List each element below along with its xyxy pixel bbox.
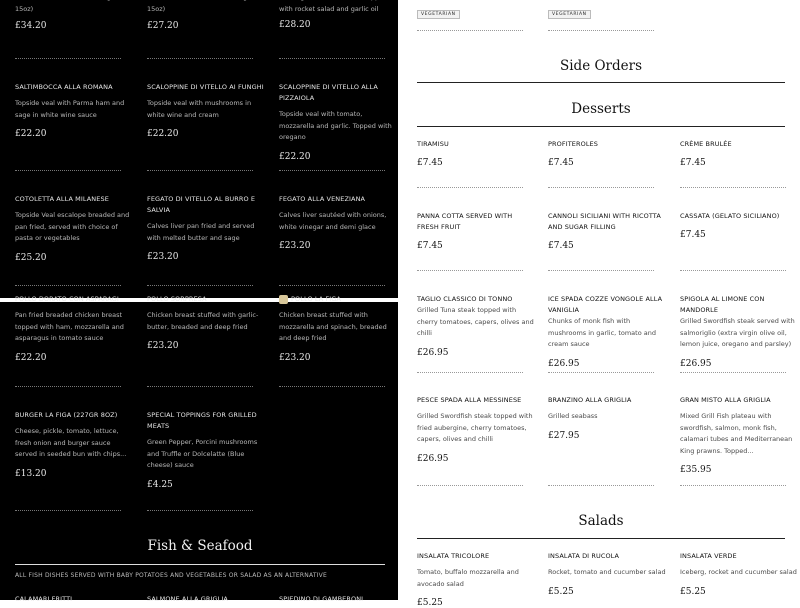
menu-item bbox=[417, 211, 535, 251]
menu-item bbox=[548, 211, 666, 251]
menu-item-name: FEGATO DI VITELLO AL BURRO E SALVIA bbox=[147, 195, 256, 214]
menu-item bbox=[279, 294, 397, 363]
menu-item bbox=[680, 139, 798, 168]
divider bbox=[680, 372, 786, 373]
section-rule bbox=[417, 126, 785, 127]
vegetarian-badge: VEGETARIAN bbox=[548, 10, 591, 19]
menu-item bbox=[15, 294, 133, 363]
vegetarian-badge: VEGETARIAN bbox=[417, 10, 460, 19]
menu-item-price: £26.95 bbox=[417, 453, 449, 464]
menu-item bbox=[147, 0, 265, 31]
menu-item bbox=[417, 294, 535, 358]
menu-item-description: Topside veal with Parma ham and sage in white wine sauce bbox=[15, 99, 125, 119]
menu-item bbox=[417, 395, 535, 464]
menu-item bbox=[680, 294, 798, 369]
menu-item-description: Calves liver pan fried and served with melted butter and sage bbox=[147, 222, 255, 242]
menu-item-price: £26.95 bbox=[417, 347, 449, 358]
menu-item bbox=[417, 139, 535, 168]
menu-item-price: £22.20 bbox=[15, 129, 47, 139]
menu-item-description: 15oz) bbox=[147, 4, 166, 13]
divider bbox=[417, 372, 523, 373]
menu-item bbox=[15, 0, 133, 31]
menu-item-price: £5.25 bbox=[548, 586, 574, 597]
menu-item-description: Rocket, tomato and cucumber salad bbox=[548, 568, 666, 576]
section-title-fish-seafood: Fish & Seafood bbox=[147, 538, 253, 554]
divider bbox=[147, 58, 253, 59]
menu-item bbox=[147, 294, 265, 351]
menu-item-price: £4.25 bbox=[147, 479, 173, 490]
divider bbox=[147, 170, 253, 171]
menu-item-description: Grilled Tuna steak topped with cherry tomatoes, capers, olives and chilli bbox=[417, 306, 534, 337]
divider bbox=[548, 30, 654, 31]
menu-item-description: Mixed Grill Fish plateau with swordfish, salmon, monk fish, calamari tubes and Mediterranean King prawns. Topped... bbox=[680, 412, 793, 455]
menu-item-name: SCALOPPINE DI VITELLO AI FUNGHI bbox=[147, 83, 264, 91]
menu-item-description: Iceberg, rocket and cucumber salad bbox=[680, 568, 797, 576]
menu-item bbox=[548, 294, 666, 369]
menu-item-price: £7.45 bbox=[548, 241, 574, 251]
divider bbox=[548, 270, 654, 271]
menu-item-name: SALMONE ALLA GRIGLIA bbox=[147, 595, 228, 603]
menu-item-name bbox=[279, 294, 397, 305]
divider bbox=[417, 485, 523, 486]
menu-item-description: Topside Veal escalope breaded and pan fried, served with choice of pasta or vegetables bbox=[15, 211, 130, 242]
menu-panel-chicken-fish bbox=[0, 295, 398, 603]
menu-item bbox=[548, 139, 666, 168]
menu-item-name: SPIGOLA AL LIMONE CON MANDORLE bbox=[680, 295, 765, 314]
divider bbox=[680, 270, 786, 271]
divider bbox=[279, 386, 385, 387]
menu-item-name: PROFITEROLES bbox=[548, 140, 598, 148]
menu-item-price: £5.25 bbox=[680, 586, 706, 597]
menu-item-name: SALTIMBOCCA ALLA ROMANA bbox=[15, 83, 113, 91]
menu-item-description: Grilled Swordfish steak served with salmoriglio (extra virgin olive oil, lemon juice, oregano and parsley) bbox=[680, 317, 795, 348]
divider bbox=[680, 485, 786, 486]
menu-item-price: £7.45 bbox=[548, 158, 574, 168]
menu-item-name: INSALATA VERDE bbox=[680, 552, 737, 560]
menu-item-name: BURGER LA FIGA (227GR 8OZ) bbox=[15, 411, 118, 419]
menu-item-price: £7.45 bbox=[680, 230, 706, 240]
menu-item-name: CASSATA (GELATO SICILIANO) bbox=[680, 212, 780, 220]
menu-item-description: with rocket salad and garlic oil bbox=[279, 4, 379, 13]
menu-item-price: £23.20 bbox=[279, 241, 311, 251]
menu-item-price: £22.20 bbox=[147, 129, 179, 139]
menu-item bbox=[15, 410, 133, 479]
divider bbox=[680, 187, 786, 188]
menu-item-price: £7.45 bbox=[680, 158, 706, 168]
divider bbox=[147, 285, 253, 286]
menu-item-description: Topside veal with mushrooms in white wine and cream bbox=[147, 99, 252, 119]
divider bbox=[279, 58, 385, 59]
section-rule bbox=[15, 564, 385, 565]
menu-item-name: CANNOLI SICILIANI WITH RICOTTA AND SUGAR FILLING bbox=[548, 212, 661, 231]
menu-item bbox=[279, 194, 397, 251]
menu-item-price: £25.20 bbox=[15, 252, 47, 263]
menu-item bbox=[680, 211, 798, 240]
menu-item-description: Grilled Swordfish steak topped with fried aubergine, cherry tomatoes, capers, olives and chilli bbox=[417, 412, 533, 443]
menu-item-name: POLLO DORATO CON ASPARAGI bbox=[15, 295, 119, 303]
menu-item-price: £22.20 bbox=[15, 352, 47, 363]
menu-item-name: TAGLIO CLASSICO DI TONNO bbox=[417, 295, 513, 303]
menu-item bbox=[147, 410, 265, 490]
menu-item-name-text: POLLO LA FIGA bbox=[291, 295, 341, 303]
menu-item-name: INSALATA TRICOLORE bbox=[417, 552, 490, 560]
menu-item-name: CALAMARI FRITTI bbox=[15, 595, 73, 603]
divider bbox=[15, 58, 121, 59]
menu-item-name: POLLO SORPRESA bbox=[147, 295, 207, 303]
section-title-side-orders: Side Orders bbox=[559, 58, 643, 74]
menu-item-price: £7.45 bbox=[417, 241, 443, 251]
menu-item bbox=[548, 551, 666, 597]
divider bbox=[147, 386, 253, 387]
menu-item-price: £28.20 bbox=[279, 20, 311, 30]
menu-item bbox=[279, 0, 397, 30]
chili-icon bbox=[279, 295, 288, 304]
menu-item bbox=[15, 82, 133, 139]
divider bbox=[147, 510, 253, 511]
menu-item-description: Grilled seabass bbox=[548, 412, 598, 420]
menu-item-price: £5.25 bbox=[417, 598, 443, 608]
divider bbox=[417, 187, 523, 188]
menu-item-description: Topside veal with tomato, mozzarella and garlic. Topped with oregano bbox=[279, 110, 392, 141]
menu-item bbox=[147, 194, 265, 262]
menu-item-name: SCALOPPINE DI VITELLO ALLA PIZZAIOLA bbox=[279, 83, 378, 102]
divider bbox=[15, 170, 121, 171]
menu-item-description: Pan fried breaded chicken breast topped with ham, mozzarella and asparagus in tomato sauce bbox=[15, 311, 124, 342]
divider bbox=[15, 285, 121, 286]
menu-item-description: Chunks of monk fish with mushrooms in garlic, tomato and cream sauce bbox=[548, 317, 656, 348]
menu-item-price: £26.95 bbox=[680, 358, 712, 369]
menu-item-price: £22.20 bbox=[279, 151, 311, 162]
menu-item-price: £34.20 bbox=[15, 21, 47, 31]
menu-item-price: £26.95 bbox=[548, 358, 580, 369]
menu-item-name: CRÈME BRULÉE bbox=[680, 140, 732, 148]
menu-item-name: PESCE SPADA ALLA MESSINESE bbox=[417, 396, 522, 404]
menu-item-name: SPIEDINO DI GAMBERONI bbox=[279, 595, 364, 603]
menu-item-name: ICE SPADA COZZE VONGOLE ALLA VANIGLIA bbox=[548, 295, 663, 314]
menu-item-description: 15oz) bbox=[15, 4, 34, 13]
section-title-salads: Salads bbox=[578, 513, 624, 529]
menu-item-description: Cheese, pickle, tomato, lettuce, fresh onion and burger sauce served in seeded bun with chips... bbox=[15, 427, 127, 458]
menu-panel-desserts bbox=[402, 0, 800, 298]
menu-item-price: £7.45 bbox=[417, 158, 443, 168]
menu-panel-meat bbox=[0, 0, 398, 298]
section-note: ALL FISH DISHES SERVED WITH BABY POTATOES AND VEGETABLES OR SALAD AS AN ALTERNATIVE bbox=[15, 572, 327, 579]
menu-item-description: Calves liver sautéed with onions, white vinegar and demi glace bbox=[279, 211, 387, 231]
menu-item bbox=[680, 395, 798, 475]
menu-item-name: PANNA COTTA SERVED WITH FRESH FRUIT bbox=[417, 212, 513, 231]
divider bbox=[417, 30, 523, 31]
divider bbox=[279, 285, 385, 286]
menu-item-description: Chicken breast stuffed with mozzarella and spinach, breaded and deep fried bbox=[279, 311, 387, 342]
menu-item-name: INSALATA DI RUCOLA bbox=[548, 552, 620, 560]
divider bbox=[548, 485, 654, 486]
menu-item-price: £13.20 bbox=[15, 468, 47, 479]
divider bbox=[279, 170, 385, 171]
menu-item-price: £27.20 bbox=[147, 21, 179, 31]
menu-item bbox=[548, 395, 666, 441]
menu-item-name: BRANZINO ALLA GRIGLIA bbox=[548, 396, 632, 404]
menu-item bbox=[417, 551, 535, 608]
divider bbox=[548, 372, 654, 373]
menu-item-price: £35.95 bbox=[680, 465, 712, 475]
divider bbox=[417, 270, 523, 271]
menu-item bbox=[15, 194, 133, 263]
menu-item bbox=[279, 82, 397, 162]
menu-item-price: £23.20 bbox=[147, 341, 179, 351]
menu-panel-fish-salads bbox=[402, 295, 800, 608]
menu-item-description: Chicken breast stuffed with garlic-butter, breaded and deep fried bbox=[147, 311, 259, 331]
menu-item-name: TIRAMISU bbox=[417, 140, 449, 148]
menu-item bbox=[147, 82, 265, 139]
divider bbox=[15, 386, 121, 387]
section-rule bbox=[417, 538, 785, 539]
menu-item-price: £23.20 bbox=[279, 352, 311, 363]
section-rule bbox=[417, 82, 785, 83]
menu-item-description: Green Pepper, Porcini mushrooms and Truffle or Dolcelatte (Blue cheese) sauce bbox=[147, 438, 258, 469]
menu-item-name: GRAN MISTO ALLA GRIGLIA bbox=[680, 396, 771, 404]
menu-item bbox=[680, 551, 798, 597]
menu-item-name: FEGATO ALLA VENEZIANA bbox=[279, 195, 366, 203]
divider bbox=[15, 510, 121, 511]
menu-item-price: £23.20 bbox=[147, 252, 179, 262]
menu-item-price: £27.95 bbox=[548, 430, 580, 441]
section-title-desserts: Desserts bbox=[571, 101, 631, 117]
menu-item-description: Tomato, buffalo mozzarella and avocado salad bbox=[417, 568, 519, 588]
divider bbox=[548, 187, 654, 188]
menu-item-name: SPECIAL TOPPINGS FOR GRILLED MEATS bbox=[147, 411, 257, 430]
menu-item-name: COTOLETTA ALLA MILANESE bbox=[15, 195, 109, 203]
